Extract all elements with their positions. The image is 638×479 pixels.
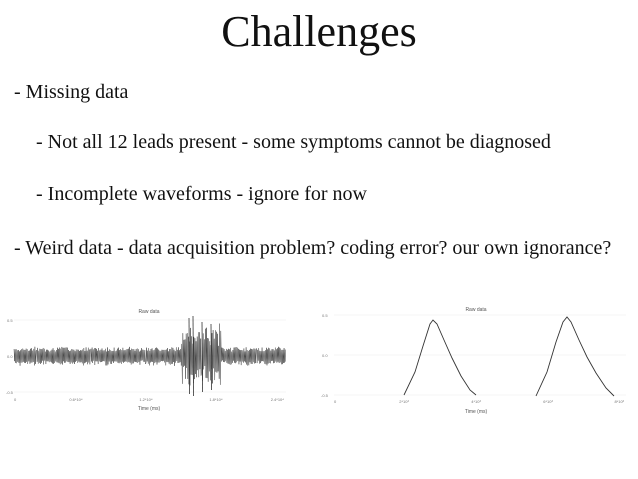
- plot-1-xtick: 1.8*10⁴: [209, 397, 223, 402]
- plot-2-title: Raw data: [465, 307, 487, 313]
- slide-title: Challenges: [221, 7, 417, 56]
- plot-1-xtick: 0.6*10⁴: [69, 397, 83, 402]
- plot-2-ytick: 0.5: [322, 313, 328, 318]
- plot-1-ytick: -0.5: [6, 390, 13, 395]
- plot-1-ytick: 0.5: [7, 318, 13, 323]
- plot-2-xtick: 0: [334, 399, 337, 404]
- plot-1-ytick: 0.0: [7, 354, 13, 359]
- plot-2-xtick: 8*10³: [614, 399, 624, 404]
- bullet-weird-data: - Weird data - data acquisition problem? coding error? our own ignorance?: [14, 237, 612, 259]
- plot-1-title: Raw data: [138, 309, 160, 315]
- plot-2-ytick: -0.5: [321, 393, 328, 398]
- plot-2-xtick: 4*10³: [471, 399, 481, 404]
- raw-data-plot-2: [320, 300, 632, 418]
- bullet-missing-data: - Missing data: [14, 81, 129, 103]
- raw-data-plot-2-svg: [320, 300, 632, 418]
- plot-1-xtick: 2.4*10⁴: [270, 397, 284, 402]
- plot-2-xtick: 2*10³: [399, 399, 409, 404]
- raw-data-plot-1-svg: [6, 304, 292, 414]
- plot-1-xtick: 0: [14, 397, 17, 402]
- bullet-leads-missing: - Not all 12 leads present - some symptoms cannot be diagnosed: [36, 131, 551, 153]
- plot-2-xtick: 6*10³: [543, 399, 553, 404]
- plot-2-xlabel: Time (ms): [464, 409, 488, 415]
- plot-1-xtick: 1.2*10⁴: [139, 397, 153, 402]
- plot-2-ytick: 0.0: [322, 353, 328, 358]
- plot-1-xlabel: Time (ms): [137, 406, 161, 412]
- bullet-incomplete-waveforms: - Incomplete waveforms - ignore for now: [36, 183, 367, 205]
- raw-data-plot-1: [6, 304, 292, 414]
